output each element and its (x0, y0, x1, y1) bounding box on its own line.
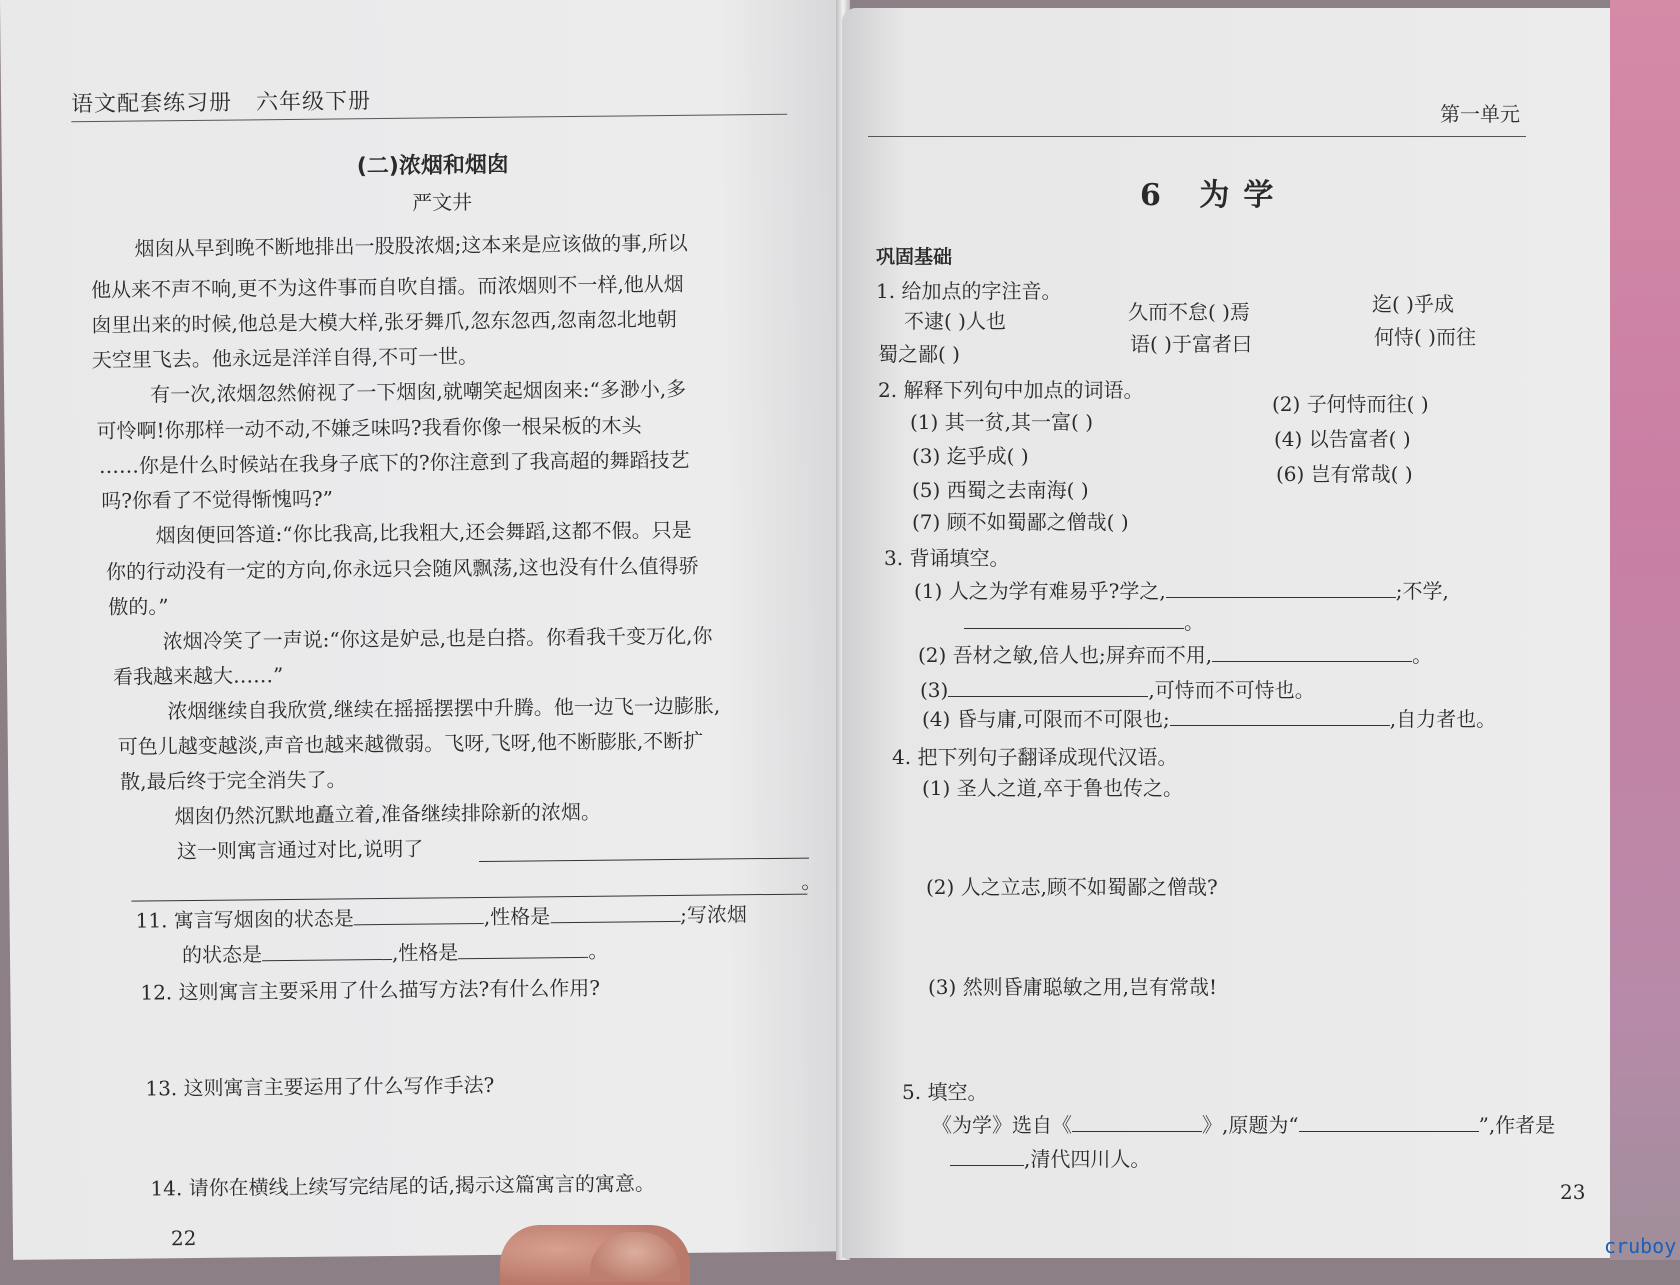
passage-line: 有一次,浓烟忽然俯视了一下烟囱,就嘲笑起烟囱来:“多渺小,多 (150, 376, 687, 407)
passage-line: 烟囱仍然沉默地矗立着,准备继续排除新的浓烟。 (174, 799, 602, 829)
question-13: 13. 这则寓言主要运用了什么写作手法? (145, 1072, 495, 1101)
q1-item: 不逮( )人也 (904, 309, 1006, 333)
lesson-title: 6 为学 (1140, 178, 1288, 213)
q4-item: (2) 人之立志,顾不如蜀鄙之僧哉? (926, 875, 1218, 899)
answer-blank[interactable] (1212, 643, 1412, 662)
q4-item: (1) 圣人之道,卒于鲁也传之。 (922, 776, 1184, 800)
q5-stem: 5. 填空。 (902, 1080, 988, 1104)
q2-stem: 2. 解释下列句中加点的词语。 (878, 378, 1144, 402)
passage-line: 吗?你看了不觉得惭愧吗?” (101, 486, 334, 513)
q1-item: 语( )于富者曰 (1130, 332, 1252, 356)
q2-item: (4) 以告富者( ) (1274, 427, 1411, 451)
passage-line: 你的行动没有一定的方向,你永远只会随风飘荡,这也没有什么值得骄 (105, 553, 699, 584)
q2-item: (2) 子何恃而往( ) (1272, 392, 1429, 416)
answer-blank[interactable] (262, 941, 392, 961)
passage-line: ……你是什么时候站在我身子底下的?你注意到了我高超的舞蹈技艺 (98, 447, 690, 478)
passage-line: 烟囱便回答道:“你比我高,比我粗大,还会舞蹈,这都不假。只是 (155, 517, 692, 548)
answer-blank[interactable] (948, 678, 1148, 697)
left-page: 语文配套练习册 六年级下册 (二)浓烟和烟囱 严文井 烟囱从早到晚不断地排出一股股浓烟;这本来是应该做的事,所以 他从来不声不响,更不为这件事而自吹自擂。而浓烟则不一样,他从烟 囱里出来的时候,他总是大模大样,张牙舞爪,忽东忽西,忽南忽北地朝 天空里飞去。他永远是洋洋自得,不可一世。 有一次,浓烟忽然俯视了一下烟囱,就嘲笑起烟囱来:“多渺小,多 可怜啊!你那样一动不动,不嫌乏味吗?我看你像一根呆板的木头 ……你是什么时候站在我身子底下的?你注意到了我高超的舞蹈技艺 吗?你看了不觉得惭愧吗?” 烟囱便回答道:“你比我高,比我粗大,还会舞蹈,这都不假。只是 你的行动没有一定的方向,你永远只会随风飘荡,这也没有什么值得骄 傲的。” 浓烟冷笑了一声说:“你这是妒忌,也是白搭。你看我千变万化,你 看我越来越大……” 浓烟继续自我欣赏,继续在摇摇摆摆中升腾。他一边飞一边膨胀, 可色儿越变越淡,声音也越来越微弱。飞呀,飞呀,他不断膨胀,不断扩 散,最后终于完全消失了。 烟囱仍然沉默地矗立着,准备继续排除新的浓烟。 这一则寓言通过对比,说明了 。 11. 寓言写烟囱的状态是 ,性格是 ;写浓烟 的状态是 ,性格是 。 12. 这则寓言主要采用了什么描写方法?有什么作用? 13. 这则寓言主要运用了什么写作手法? 14. 请你在横线上续写完结尾的话,揭示这篇寓言的寓意。 22 (0, 0, 858, 1260)
unit-header: 第一单元 (1440, 102, 1520, 126)
passage-line: 这一则寓言通过对比,说明了 (176, 836, 424, 864)
page-number-right: 23 (1560, 1180, 1586, 1204)
answer-blank[interactable] (550, 903, 680, 923)
passage-line: 看我越来越大……” (112, 663, 284, 689)
q1-item: 蜀之鄙( ) (878, 342, 960, 366)
q3-line-2: (2) 吾材之敏,倍人也;屏弃而不用, 。 (918, 643, 1433, 667)
q2-item: (6) 岂有常哉( ) (1276, 462, 1413, 486)
q5-line-cont: ,清代四川人。 (950, 1147, 1150, 1171)
answer-blank[interactable] (1299, 1113, 1479, 1132)
passage-line: 傲的。” (108, 594, 169, 619)
q4-stem: 4. 把下列句子翻译成现代汉语。 (892, 745, 1178, 769)
question-12: 12. 这则寓言主要采用了什么描写方法?有什么作用? (140, 975, 601, 1005)
section-heading: 巩固基础 (876, 246, 953, 268)
answer-blank[interactable] (458, 939, 588, 959)
answer-blank[interactable] (1072, 1113, 1202, 1132)
q1-item: 何恃( )而往 (1374, 325, 1476, 349)
passage-line: 他从来不声不响,更不为这件事而自吹自擂。而浓烟则不一样,他从烟 (90, 271, 684, 303)
answer-blank[interactable] (1170, 707, 1390, 726)
answer-blank[interactable] (354, 905, 484, 925)
q2-item: (5) 西蜀之去南海( ) (912, 478, 1089, 502)
page-number-left: 22 (170, 1226, 197, 1251)
q1-stem: 1. 给加点的字注音。 (876, 279, 1062, 303)
answer-line[interactable] (131, 876, 807, 902)
question-14: 14. 请你在横线上续写完结尾的话,揭示这篇寓言的寓意。 (150, 1171, 656, 1201)
passage-line: 散,最后终于完全消失了。 (120, 767, 347, 794)
passage-line: 可怜啊!你那样一动不动,不嫌乏味吗?我看你像一根呆板的木头 (96, 413, 642, 444)
answer-blank[interactable] (1166, 579, 1396, 598)
grade-label: 六年级下册 (255, 89, 372, 116)
question-11-cont: 的状态是 ,性格是 。 (181, 938, 609, 968)
answer-line[interactable] (479, 840, 809, 862)
q3-line-3: (3) ,可恃而不可恃也。 (920, 678, 1315, 702)
q2-item: (7) 顾不如蜀鄙之僧哉( ) (912, 510, 1129, 534)
passage-line: 浓烟继续自我欣赏,继续在摇摇摆摆中升腾。他一边飞一边膨胀, (167, 693, 721, 724)
q3-line-1-cont: 。 (964, 610, 1204, 634)
passage-line: 可色儿越变越淡,声音也越来越微弱。飞呀,飞呀,他不断膨胀,不断扩 (117, 728, 704, 759)
answer-blank[interactable] (964, 610, 1184, 629)
passage-line: 囱里出来的时候,他总是大模大样,张牙舞爪,忽东忽西,忽南忽北地朝 (91, 306, 677, 338)
left-running-header (71, 84, 371, 118)
question-11: 11. 寓言写烟囱的状态是 ,性格是 ;写浓烟 (135, 902, 748, 933)
answer-blank[interactable] (950, 1147, 1024, 1166)
q2-item: (3) 迄乎成( ) (912, 444, 1029, 468)
background-fabric (1610, 0, 1680, 1260)
watermark: cruboy (1604, 1234, 1677, 1258)
q5-line: 《为学》选自《 》,原题为“ ”,作者是 (932, 1113, 1556, 1137)
passage-line: 天空里飞去。他永远是洋洋自得,不可一世。 (91, 344, 479, 373)
q4-item: (3) 然则昏庸聪敏之用,岂有常哉! (928, 975, 1218, 999)
q3-line-4: (4) 昏与庸,可限而不可限也; ,自力者也。 (922, 707, 1497, 731)
q1-item: 迄( )乎成 (1372, 292, 1454, 316)
q3-line-1: (1) 人之为学有难易乎?学之, ;不学, (914, 579, 1449, 603)
q2-item: (1) 其一贫,其一富( ) (910, 410, 1094, 434)
passage-line: 浓烟冷笑了一声说:“你这是妒忌,也是白搭。你看我千变万化,你 (162, 623, 713, 654)
passage-line: 烟囱从早到晚不断地排出一股股浓烟;这本来是应该做的事,所以 (134, 230, 688, 261)
passage-author: 严文井 (412, 190, 473, 215)
header-rule (868, 136, 1526, 137)
q1-item: 久而不怠( )焉 (1128, 300, 1250, 324)
q3-stem: 3. 背诵填空。 (884, 546, 1010, 570)
book-title: 语文配套练习册 (70, 90, 233, 118)
passage-title: (二)浓烟和烟囱 (356, 152, 510, 180)
